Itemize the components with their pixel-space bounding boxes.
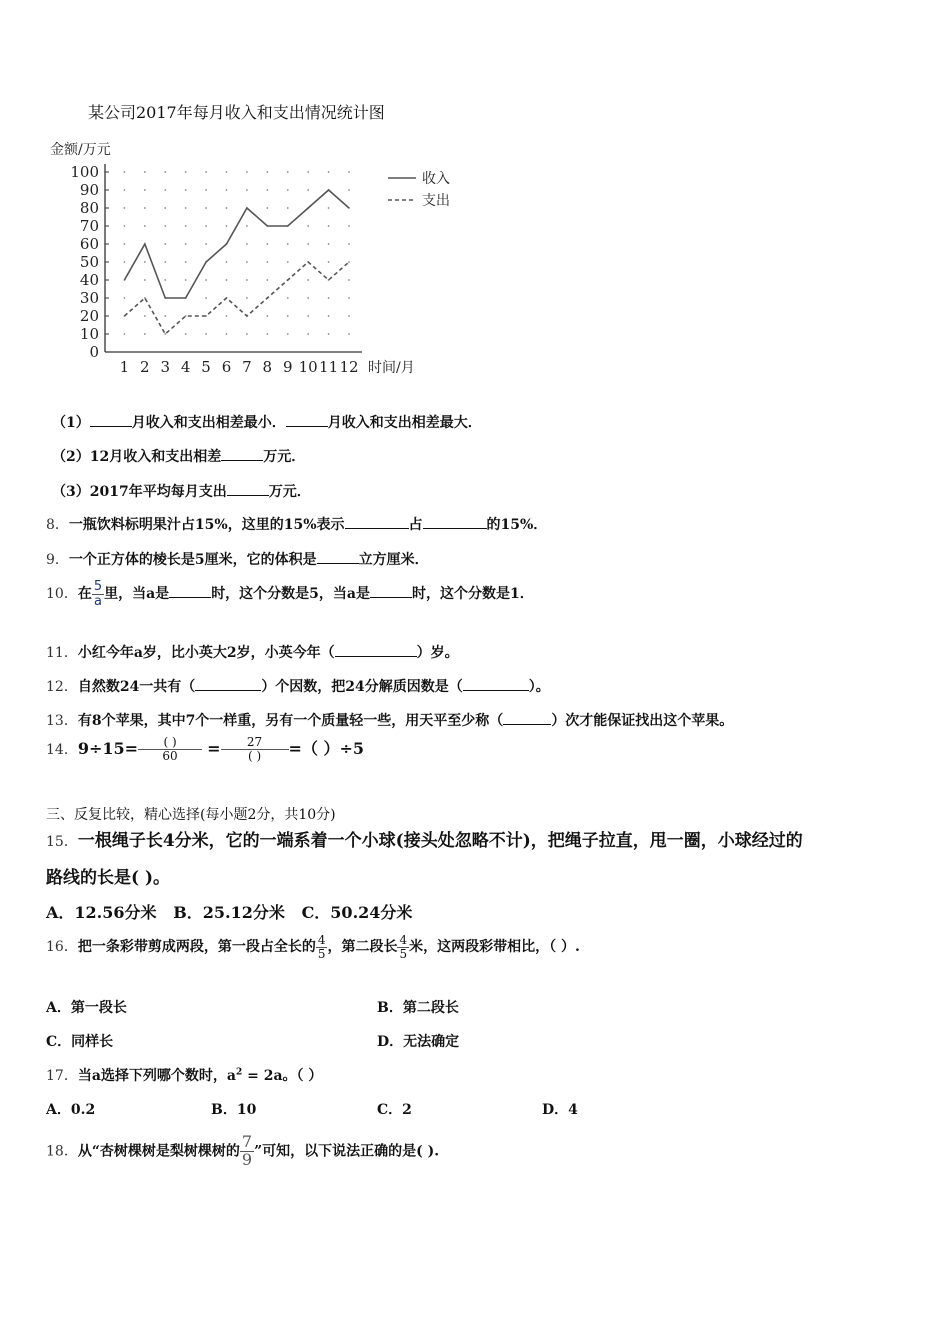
grid-dot [266, 261, 268, 263]
grid-dot [205, 171, 207, 173]
grid-dot [266, 207, 268, 209]
grid-dot [164, 189, 166, 191]
grid-dot [266, 171, 268, 173]
q8-text-2: 占 [408, 517, 423, 533]
question-number: 11． [46, 645, 78, 661]
grid-dot [185, 189, 187, 191]
equals-sign: = [207, 739, 221, 758]
question-14 [46, 736, 364, 763]
grid-dot [164, 279, 166, 281]
superscript-2: 2 [235, 1067, 243, 1078]
q17-option-d[interactable]: D．4 [542, 1102, 578, 1118]
legend-label: 支出 [422, 193, 450, 209]
question-number: 15． [46, 834, 78, 850]
q8-text-1: 一瓶饮料标明果汁占15%，这里的15%表示 [68, 517, 345, 533]
grid-dot [287, 315, 289, 317]
y-axis-title: 金额/万元 [50, 142, 111, 158]
grid-dot [348, 315, 350, 317]
answer-blank[interactable] [195, 676, 261, 691]
q7p3-text-1: （3）2017年平均每月支出 [52, 484, 227, 500]
fraction-numerator: 7 [241, 1132, 253, 1151]
x-tick-label: 8 [262, 358, 273, 376]
grid-dot [124, 189, 126, 191]
y-tick-label: 100 [70, 163, 99, 181]
q9-text-1: 一个正方体的棱长是5厘米，它的体积是 [68, 552, 317, 568]
grid-dot [124, 333, 126, 335]
grid-dot [328, 207, 330, 209]
answer-blank[interactable] [463, 676, 529, 691]
q17-text-2: = 2a。（ ） [242, 1068, 323, 1084]
y-tick-label: 70 [79, 217, 99, 235]
fraction-denominator[interactable]: ( ) [221, 749, 289, 763]
grid-dot [348, 333, 350, 335]
grid-dot [226, 207, 228, 209]
section-3-heading: 三、反复比较，精心选择(每小题2分，共10分) [46, 807, 336, 823]
x-tick-label: 3 [160, 358, 171, 376]
q15-text-1: 一根绳子长4分米，它的一端系着一个小球(接头处忽略不计)，把绳子拉直，甩一圈，小球经过的 [77, 831, 803, 851]
x-tick-label: 6 [221, 358, 232, 376]
grid-dot [307, 315, 309, 317]
grid-dot [246, 333, 248, 335]
grid-dot [144, 225, 146, 227]
grid-dot [307, 171, 309, 173]
question-7-part-2 [52, 446, 305, 466]
y-tick-label: 80 [79, 199, 99, 217]
grid-dot [266, 189, 268, 191]
question-13 [46, 710, 733, 730]
q16-option-b[interactable]: B．第二段长 [377, 1000, 459, 1016]
y-tick-label: 20 [79, 307, 99, 325]
q10-text-4: 时，这个分数是1． [412, 586, 534, 603]
y-tick-label: 50 [79, 253, 99, 271]
grid-dot [266, 279, 268, 281]
grid-dot [328, 333, 330, 335]
q12-text-2: ）个因数，把24分解质因数是（ [261, 679, 463, 695]
x-tick-label: 9 [282, 358, 293, 376]
q10-text-3: 时，这个分数是5，当a是 [211, 586, 370, 603]
answer-blank[interactable] [335, 642, 417, 657]
question-15-line-2: 路线的长是( )。 [46, 868, 171, 888]
x-tick-label: 10 [298, 358, 318, 376]
x-tick-label: 2 [140, 358, 150, 376]
q16-option-c[interactable]: C．同样长 [46, 1034, 114, 1050]
q12-text-3: ）。 [528, 679, 550, 695]
y-tick-label: 90 [79, 181, 99, 199]
answer-blank[interactable] [169, 583, 211, 598]
grid-dot [348, 171, 350, 173]
grid-dot [246, 261, 248, 263]
question-number: 12． [46, 679, 78, 695]
q13-text-2: ）次才能保证找出这个苹果。 [551, 713, 734, 729]
grid-dot [307, 225, 309, 227]
question-number: 18． [46, 1143, 78, 1160]
line-chart [50, 132, 470, 382]
q7p2-text-2: 万元． [263, 449, 306, 465]
question-10 [46, 580, 534, 608]
fraction-blank-over-60 [138, 736, 202, 762]
fraction-7-over-9 [240, 1134, 254, 1169]
grid-dot [287, 261, 289, 263]
q11-text-2: ）岁。 [416, 645, 459, 661]
answer-blank[interactable] [345, 514, 409, 529]
grid-dot [124, 225, 126, 227]
q16-text-2: ，第二段长 [327, 939, 398, 956]
q16-text-1: 把一条彩带剪成两段，第一段占全长的 [77, 939, 316, 956]
question-18 [46, 1134, 439, 1169]
question-number: 9． [46, 552, 69, 568]
grid-dot [287, 243, 289, 245]
question-number: 13． [46, 713, 78, 729]
grid-dot [348, 189, 350, 191]
fraction-numerator: 5 [93, 579, 103, 594]
q16-text-3: 米，这两段彩带相比，（ ）. [409, 939, 580, 956]
grid-dot [164, 261, 166, 263]
fraction-denominator: 60 [138, 749, 202, 763]
question-12 [46, 676, 550, 696]
grid-dot [328, 171, 330, 173]
question-7-part-1 [52, 412, 482, 432]
question-17 [46, 1065, 322, 1085]
grid-dot [246, 171, 248, 173]
grid-dot [287, 333, 289, 335]
question-15-options[interactable]: A．12.56分米 B．25.12分米 C．50.24分米 [46, 903, 413, 922]
grid-dot [246, 297, 248, 299]
grid-dot [287, 189, 289, 191]
x-tick-label: 12 [339, 358, 359, 376]
grid-dot [185, 243, 187, 245]
grid-dot [266, 243, 268, 245]
grid-dot [226, 189, 228, 191]
q16-option-d[interactable]: D．无法确定 [377, 1034, 460, 1050]
grid-dot [348, 225, 350, 227]
grid-dot [307, 189, 309, 191]
q7p1-text-2: 月收入和支出相差最大． [327, 415, 482, 431]
answer-blank[interactable] [221, 446, 263, 461]
grid-dot [144, 333, 146, 335]
q7p3-text-2: 万元． [268, 484, 311, 500]
grid-dot [164, 225, 166, 227]
q7p1-text-1: 月收入和支出相差最小． [131, 415, 286, 431]
grid-dot [205, 207, 207, 209]
x-tick-label: 11 [319, 358, 339, 376]
grid-dot [185, 261, 187, 263]
q17-text-1: 当a选择下列哪个数时，a [77, 1068, 236, 1084]
grid-dot [246, 243, 248, 245]
grid-dot [144, 189, 146, 191]
grid-dot [124, 171, 126, 173]
grid-dot [328, 297, 330, 299]
grid-dot [144, 261, 146, 263]
question-9 [46, 549, 429, 569]
grid-dot [226, 333, 228, 335]
grid-dot [246, 189, 248, 191]
fraction-denominator: a [92, 594, 104, 609]
grid-dot [185, 207, 187, 209]
q7p1-label: （1） [52, 415, 90, 431]
grid-dot [124, 243, 126, 245]
grid-dot [226, 315, 228, 317]
grid-dot [348, 243, 350, 245]
y-tick-label: 60 [79, 235, 99, 253]
grid-dot [124, 207, 126, 209]
fraction-numerator[interactable]: ( ) [163, 735, 177, 750]
question-7-part-3 [52, 481, 311, 501]
chart-title: 某公司2017年每月收入和支出情况统计图 [88, 103, 385, 122]
question-number: 8． [46, 517, 69, 533]
fraction-5-over-a [92, 580, 104, 608]
q16-option-a[interactable]: A．第一段长 [46, 1000, 127, 1016]
x-axis-title: 时间/月 [368, 360, 415, 376]
grid-dot [164, 315, 166, 317]
grid-dot [328, 225, 330, 227]
answer-blank[interactable] [90, 412, 132, 427]
q9-text-2: 立方厘米． [358, 552, 429, 568]
legend-label: 收入 [422, 171, 450, 187]
question-number: 16． [46, 939, 78, 956]
grid-dot [348, 297, 350, 299]
q18-text-1: 从“杏树棵树是梨树棵树的 [77, 1143, 240, 1160]
q10-text-2: 里，当a是 [104, 586, 170, 603]
question-8 [46, 514, 547, 534]
grid-dot [328, 315, 330, 317]
x-tick-label: 1 [119, 358, 130, 376]
grid-dot [144, 279, 146, 281]
q12-text-1: 自然数24一共有（ [77, 679, 196, 695]
fraction-numerator: 4 [317, 933, 326, 947]
q14-text-2: =（ ）÷5 [288, 739, 365, 758]
q13-text-1: 有8个苹果，其中7个一样重，另有一个质量轻一些，用天平至少称（ [77, 713, 504, 729]
question-16 [46, 934, 580, 960]
grid-dot [185, 171, 187, 173]
fraction-denominator: 9 [241, 1149, 253, 1169]
fraction-denominator: 5 [399, 946, 408, 961]
grid-dot [328, 261, 330, 263]
q17-option-b[interactable]: B．10 [211, 1102, 257, 1118]
answer-blank[interactable] [503, 710, 551, 725]
grid-dot [266, 333, 268, 335]
question-number: 10． [46, 586, 78, 603]
grid-dot [246, 279, 248, 281]
grid-dot [307, 297, 309, 299]
grid-dot [144, 315, 146, 317]
y-tick-label: 30 [79, 289, 99, 307]
question-number: 17． [46, 1068, 78, 1084]
fraction-denominator: 5 [317, 946, 326, 961]
fraction-numerator: 4 [399, 933, 408, 947]
grid-dot [124, 261, 126, 263]
grid-dot [266, 315, 268, 317]
grid-dot [124, 297, 126, 299]
q11-text-1: 小红今年a岁，比小英大2岁，小英今年（ [77, 645, 335, 661]
grid-dot [307, 243, 309, 245]
fraction-4-over-5 [397, 934, 409, 960]
grid-dot [164, 243, 166, 245]
y-tick-label: 0 [89, 343, 99, 361]
series-line-expense [124, 262, 349, 334]
grid-dot [226, 225, 228, 227]
fraction-27-over-blank [221, 736, 289, 762]
grid-dot [348, 279, 350, 281]
grid-dot [185, 279, 187, 281]
question-15-line-1 [46, 826, 803, 851]
grid-dot [205, 297, 207, 299]
grid-dot [226, 171, 228, 173]
grid-dot [307, 333, 309, 335]
grid-dot [185, 333, 187, 335]
grid-dot [246, 225, 248, 227]
grid-dot [205, 243, 207, 245]
grid-dot [164, 171, 166, 173]
fraction-4-over-5 [316, 934, 328, 960]
grid-dot [205, 225, 207, 227]
grid-dot [287, 297, 289, 299]
x-tick-label: 4 [180, 358, 191, 376]
grid-dot [307, 279, 309, 281]
answer-blank[interactable] [370, 583, 412, 598]
series-line-income [124, 190, 349, 298]
q18-text-2: ”可知，以下说法正确的是( ). [254, 1143, 440, 1160]
grid-dot [185, 225, 187, 227]
question-11 [46, 642, 459, 662]
y-tick-label: 40 [79, 271, 99, 289]
q10-text-1: 在 [77, 586, 92, 603]
grid-dot [287, 207, 289, 209]
grid-dot [205, 189, 207, 191]
x-tick-label: 7 [242, 358, 252, 376]
grid-dot [164, 207, 166, 209]
q8-text-3: 的15%． [486, 517, 548, 533]
question-number: 14． [46, 742, 78, 758]
q17-option-a[interactable]: A．0.2 [46, 1102, 96, 1118]
y-tick-label: 10 [79, 325, 99, 343]
grid-dot [205, 333, 207, 335]
x-tick-label: 5 [201, 358, 211, 376]
grid-dot [144, 207, 146, 209]
grid-dot [328, 243, 330, 245]
answer-blank[interactable] [317, 549, 359, 564]
grid-dot [144, 171, 146, 173]
answer-blank[interactable] [227, 481, 269, 496]
q14-text-1: 9÷15= [77, 739, 139, 758]
grid-dot [226, 279, 228, 281]
q17-option-c[interactable]: C．2 [377, 1102, 412, 1118]
answer-blank[interactable] [423, 514, 487, 529]
grid-dot [226, 261, 228, 263]
fraction-numerator: 27 [246, 735, 263, 750]
answer-blank[interactable] [286, 412, 328, 427]
grid-dot [287, 171, 289, 173]
grid-dot [205, 279, 207, 281]
q7p2-text-1: （2）12月收入和支出相差 [52, 449, 222, 465]
